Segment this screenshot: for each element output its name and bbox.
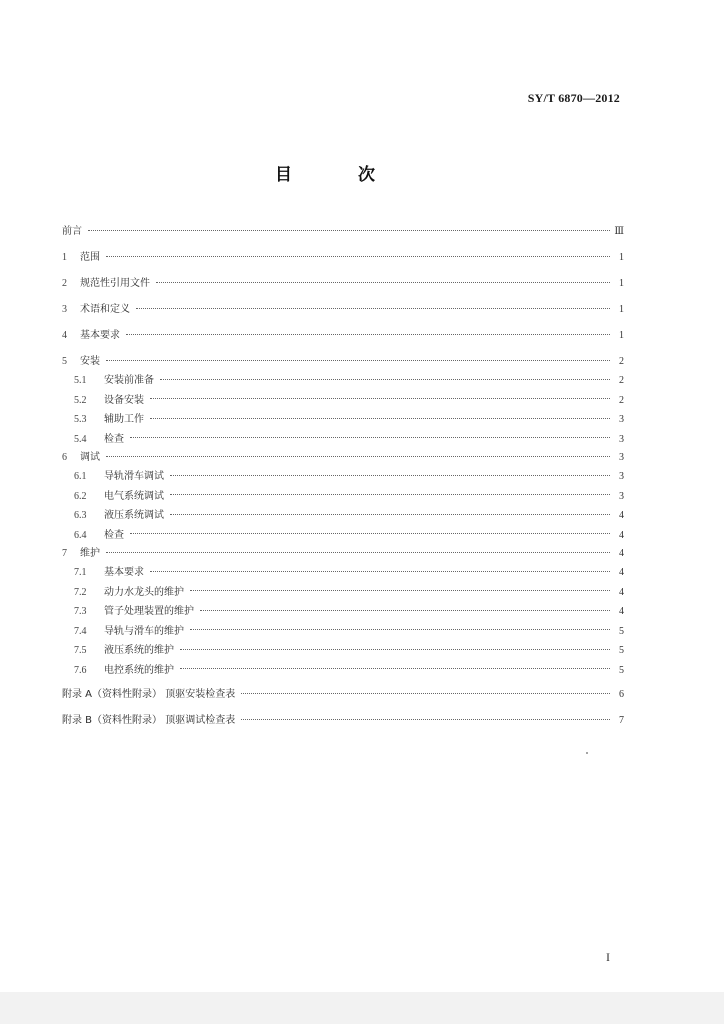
dot-leader: [156, 281, 610, 283]
toc-label: 设备安装: [104, 394, 144, 406]
toc-label: 辅助工作: [104, 414, 144, 425]
dot-leader: [241, 718, 610, 720]
dot-leader: [170, 474, 610, 476]
toc-page: 2: [619, 375, 624, 386]
toc-page: 2: [619, 356, 624, 367]
toc-num: 7.1: [74, 567, 87, 578]
dot-leader: [88, 229, 610, 231]
dot-leader: [150, 397, 610, 399]
toc-num: 6.2: [74, 490, 87, 502]
toc-num: 6.1: [74, 471, 87, 482]
toc-page: Ⅲ: [614, 226, 624, 237]
toc-entry-7-4[interactable]: [62, 622, 624, 642]
toc-label: 电气系统调试: [104, 490, 164, 502]
dot-leader: [160, 378, 610, 380]
toc-entry-6-4[interactable]: [62, 526, 624, 546]
toc-num: 5.1: [74, 375, 87, 386]
toc-label: 调试: [80, 452, 100, 463]
toc-label: 液压系统调试: [104, 510, 164, 521]
toc-label: 导轨与滑车的维护: [104, 625, 184, 637]
toc-label: 动力水龙头的维护: [104, 586, 184, 598]
toc-label: 安装前准备: [104, 375, 154, 386]
toc-label: 规范性引用文件: [80, 278, 150, 289]
toc-page: 1: [619, 330, 624, 341]
dot-leader: [106, 255, 610, 257]
toc-page: 5: [619, 645, 624, 656]
toc-label: 液压系统的维护: [104, 645, 174, 656]
dot-leader: [170, 513, 610, 515]
dot-leader: [106, 551, 610, 553]
toc-label: 附录 A（资料性附录） 顶驱安装检查表: [62, 689, 236, 700]
toc-num: 1: [62, 252, 67, 263]
toc-entry-6-3[interactable]: [62, 506, 624, 526]
toc-entry-6-2[interactable]: [62, 487, 624, 507]
toc-page: 3: [619, 414, 624, 425]
toc-label: 电控系统的维护: [104, 664, 174, 676]
toc-num: 7: [62, 548, 67, 559]
toc-label: 安装: [80, 356, 100, 367]
toc-entry-5-3[interactable]: [62, 410, 624, 430]
standard-code: SY/T 6870—2012: [527, 91, 620, 105]
dot-leader: [130, 532, 610, 534]
toc-entry-4[interactable]: [62, 327, 624, 345]
toc-page: 4: [619, 567, 624, 578]
toc-entry-7-6[interactable]: [62, 661, 624, 681]
toc-num: 7.3: [74, 606, 87, 617]
dot-leader: [136, 307, 610, 309]
toc-label: 基本要求: [104, 567, 144, 578]
page-bottom-edge: [0, 992, 724, 1024]
toc-label: 术语和定义: [80, 304, 130, 315]
toc-label: 维护: [80, 548, 100, 559]
toc-label: 管子处理装置的维护: [104, 606, 194, 617]
dot-leader: [126, 333, 610, 335]
toc-entry-5[interactable]: [62, 353, 624, 371]
toc-num: 7.5: [74, 645, 87, 656]
toc-entry-appendix-b[interactable]: [62, 710, 624, 732]
page-number: I: [606, 950, 610, 964]
toc-num: 5.4: [74, 433, 87, 445]
toc-label: 附录 B（资料性附录） 顶驱调试检查表: [62, 715, 236, 726]
toc-num: 2: [62, 278, 67, 289]
toc-num: 7.2: [74, 586, 87, 598]
toc-page: 5: [619, 664, 624, 676]
toc-num: 7.4: [74, 625, 87, 637]
toc-entry-7-5[interactable]: [62, 641, 624, 661]
toc-num: 4: [62, 330, 67, 341]
toc-page: 1: [619, 278, 624, 289]
toc-label: 检查: [104, 529, 124, 541]
toc-page: 4: [619, 586, 624, 598]
toc-entry-1[interactable]: [62, 249, 624, 267]
toc-label: 检查: [104, 433, 124, 445]
dot-leader: [241, 692, 610, 694]
dot-leader: [150, 417, 610, 419]
toc-num: 6.3: [74, 510, 87, 521]
toc-label: 导轨滑车调试: [104, 471, 164, 482]
toc-page: 6: [619, 689, 624, 700]
toc-page: 1: [619, 304, 624, 315]
table-of-contents: [62, 223, 624, 732]
toc-entry-7-2[interactable]: [62, 583, 624, 603]
toc-label: 基本要求: [80, 330, 120, 341]
toc-entry-6-1[interactable]: [62, 467, 624, 487]
scan-speck: [586, 752, 588, 754]
toc-page: 3: [619, 490, 624, 502]
toc-page: 1: [619, 252, 624, 263]
dot-leader: [190, 589, 610, 591]
toc-entry-5-1[interactable]: [62, 371, 624, 391]
toc-page: 3: [619, 452, 624, 463]
toc-page: 4: [619, 510, 624, 521]
toc-entry-7-3[interactable]: [62, 602, 624, 622]
toc-num: 7.6: [74, 664, 87, 676]
toc-label: 前言: [62, 226, 82, 237]
toc-num: 5: [62, 356, 67, 367]
toc-page: 5: [619, 625, 624, 637]
toc-num: 5.3: [74, 414, 87, 425]
toc-label: 范围: [80, 252, 100, 263]
toc-num: 3: [62, 304, 67, 315]
page-title: 目 次: [275, 165, 405, 185]
toc-page: 4: [619, 548, 624, 559]
toc-page: 4: [619, 529, 624, 541]
dot-leader: [106, 359, 610, 361]
dot-leader: [170, 493, 610, 495]
dot-leader: [106, 455, 610, 457]
toc-entry-3[interactable]: [62, 301, 624, 319]
toc-entry-5-2[interactable]: [62, 391, 624, 411]
toc-page: 3: [619, 471, 624, 482]
toc-entry-7[interactable]: [62, 545, 624, 563]
toc-entry-appendix-a[interactable]: [62, 684, 624, 706]
toc-entry-7-1[interactable]: [62, 563, 624, 583]
dot-leader: [200, 609, 610, 611]
toc-entry-5-4[interactable]: [62, 430, 624, 450]
toc-entry-foreword[interactable]: [62, 223, 624, 241]
toc-page: 7: [619, 715, 624, 726]
toc-entry-6[interactable]: [62, 449, 624, 467]
dot-leader: [180, 648, 610, 650]
toc-page: 3: [619, 433, 624, 445]
dot-leader: [180, 667, 610, 669]
toc-num: 5.2: [74, 394, 87, 406]
dot-leader: [130, 436, 610, 438]
dot-leader: [150, 570, 610, 572]
dot-leader: [190, 628, 610, 630]
toc-num: 6: [62, 452, 67, 463]
toc-num: 6.4: [74, 529, 87, 541]
toc-entry-2[interactable]: [62, 275, 624, 293]
toc-page: 4: [619, 606, 624, 617]
toc-page: 2: [619, 394, 624, 406]
